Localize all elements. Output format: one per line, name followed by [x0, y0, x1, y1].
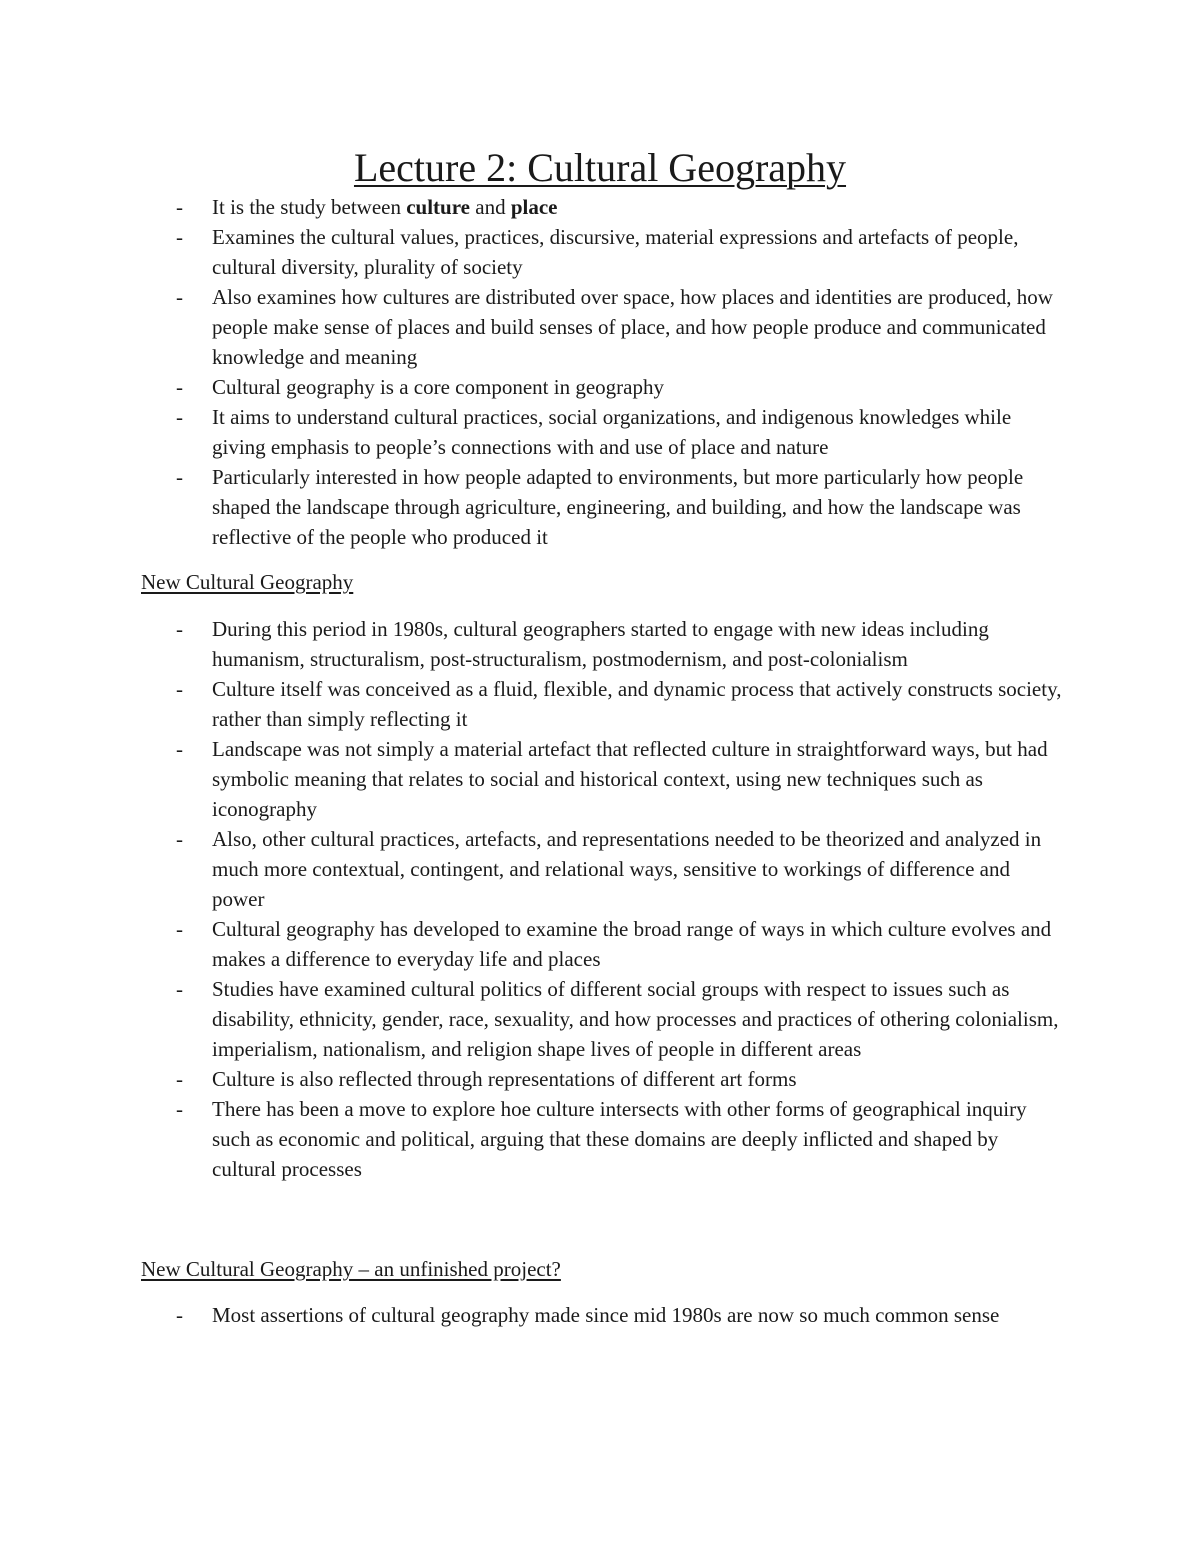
list-item-text: Examines the cultural values, practices, discursive, material expressions and artefacts of people, cultural diversity, plurality of society: [212, 225, 1019, 279]
list-item: [0, 734, 1062, 824]
list-item-text: Also, other cultural practices, artefacts, and representations needed to be theorized and analyzed in much more contextual, contingent, and relational ways, sensitive to workings of difference and power: [212, 827, 1042, 911]
list-item: [0, 282, 1062, 372]
bullet-dash: -: [176, 1097, 183, 1121]
bullet-dash: -: [176, 465, 183, 489]
list-item-text: Particularly interested in how people adapted to environments, but more particularly how people shaped the landscape through agriculture, engineering, and building, and how the landscape was reflective of the people who produced it: [212, 465, 1024, 549]
intro-bullet-list: [0, 192, 1200, 552]
bullet-dash: -: [176, 677, 183, 701]
section1-bullet-list: [0, 614, 1200, 1184]
page-title: Lecture 2: Cultural Geography: [353, 145, 847, 190]
bullet-dash: -: [176, 195, 183, 219]
list-item-text: [212, 192, 1062, 222]
bullet-dash: -: [176, 285, 183, 309]
list-item: [0, 192, 1062, 222]
bullet-dash: -: [176, 917, 183, 941]
list-item-text: It aims to understand cultural practices, social organizations, and indigenous knowledges while giving emphasis to people’s connections with and use of place and nature: [212, 405, 1012, 459]
list-item: [0, 222, 1062, 282]
bullet-dash: -: [176, 617, 183, 641]
bullet-dash: -: [176, 827, 183, 851]
list-item: [0, 1300, 1062, 1330]
section2-bullet-list: [0, 1300, 1200, 1330]
list-item: [0, 402, 1062, 462]
bullet-dash: -: [176, 1303, 183, 1327]
list-item-text: Landscape was not simply a material artefact that reflected culture in straightforward ways, but had symbolic meaning that relates to social and historical context, using new techniques such as iconography: [212, 737, 1048, 821]
list-item: [0, 674, 1062, 734]
list-item-text: Cultural geography is a core component in geography: [212, 375, 664, 399]
bold-term-place: place: [510, 195, 558, 219]
list-item-text: Most assertions of cultural geography made since mid 1980s are now so much common sense: [212, 1303, 1000, 1327]
bold-term-culture: culture: [406, 195, 470, 219]
list-item-text: Culture itself was conceived as a fluid, flexible, and dynamic process that actively constructs society, rather than simply reflecting it: [212, 677, 1062, 731]
section-heading-new-cultural-geography: New Cultural Geography: [141, 570, 354, 594]
bullet-dash: -: [176, 375, 183, 399]
text-run: and: [470, 195, 511, 219]
list-item: [0, 614, 1062, 674]
list-item-text: Studies have examined cultural politics of different social groups with respect to issues such as disability, ethnicity, gender, race, sexuality, and how processes and practices of othering colonialism, imperialism, nationalism, and religion shape lives of people in different areas: [212, 977, 1059, 1061]
list-item-text: During this period in 1980s, cultural geographers started to engage with new ideas including humanism, structuralism, post-structuralism, postmodernism, and post-colonialism: [212, 617, 989, 671]
bullet-dash: -: [176, 737, 183, 761]
bullet-dash: -: [176, 225, 183, 249]
list-item: [0, 1064, 1062, 1094]
list-item: [0, 462, 1062, 552]
list-item: [0, 824, 1062, 914]
bullet-dash: -: [176, 405, 183, 429]
bullet-dash: -: [176, 1067, 183, 1091]
list-item-text: Cultural geography has developed to examine the broad range of ways in which culture evolves and makes a difference to everyday life and places: [212, 917, 1052, 971]
list-item-text: Also examines how cultures are distributed over space, how places and identities are produced, how people make sense of places and build senses of place, and how people produce and communicated knowledge and meaning: [212, 285, 1053, 369]
section-heading-unfinished-project: New Cultural Geography – an unfinished project?: [141, 1257, 561, 1281]
list-item-text: There has been a move to explore hoe culture intersects with other forms of geographical inquiry such as economic and political, arguing that these domains are deeply inflicted and shaped by cultural processes: [212, 1097, 1027, 1181]
list-item: [0, 974, 1062, 1064]
list-item: [0, 914, 1062, 974]
list-item: [0, 372, 1062, 402]
bullet-dash: -: [176, 977, 183, 1001]
text-run: It is the study between: [212, 195, 407, 219]
list-item-text: Culture is also reflected through representations of different art forms: [212, 1067, 797, 1091]
list-item: [0, 1094, 1062, 1184]
